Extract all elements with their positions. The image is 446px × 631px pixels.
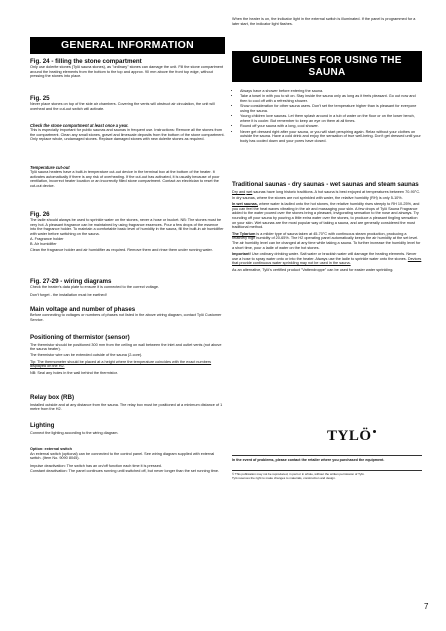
indicator-light-text: When the heater is on, the indicator light in the external switch is illuminated. If the panel is programmed for a later start, the indicator light flashes.: [232, 17, 416, 26]
constant-text: Constant deactivation: The panel continues running until switched off, but never longer than the set running time.: [30, 468, 219, 473]
footer-rule-2: [232, 470, 422, 471]
fig27-text: Check the heater's data plate to ensure it is connected to the correct voltage.: [30, 285, 160, 289]
fig26-item-b: B. Air humidifier: [30, 241, 57, 246]
fig27-earth: Don't forget - the installation must be earthed!: [30, 292, 107, 297]
tylarium-text: The Tylarium is a milder type of sauna taken at 45-70°C with continuous steam production, producing a relatively high humidity of 20-65%. The H2 operating panel automatically keeps the air humidity at the set level. The air humidity level can be changed at any time while taking a sauna. To further increase the humidity level for a short time, pour a ladle of water on the hot stones.: [232, 231, 421, 250]
impulse-text: Impulse deactivation: The switch has an on/off function each time it is pressed.: [30, 464, 162, 469]
dry-sauna-text: In dry saunas, where the stones are not sprinkled with water, the relative humidity (RH) is only 5-10%.: [232, 195, 403, 200]
guideline-item: • Young children love saunas. Let them splash around in a tub of water on the floor or on the lower bench, where it is cooler. But remember to keep an eye on them at all times.: [240, 114, 422, 123]
fig25-text: Never place stones on top of the side air chambers. Covering the vents will obstruct air circulation, the unit will overheat and the cut-out switch will activate.: [30, 102, 215, 111]
guideline-item: • Take a towel in with you to sit on. Stay inside the sauna only as long as it feels pleasant. Go out now and then to cool off with a refreshing shower.: [240, 94, 422, 103]
lighting-section: [30, 422, 225, 435]
cutout-text: Tylö sauna heaters have a built-in temperature cut-out device in the terminal box at the bottom of the heater. It activates automatically if there is any risk of overheating. If the cut-out has activated, it is usually because of poor ventilation, incorrect heater location or an incorrectly filled stone compartment. Contact an electrician to reset the cut-out device.: [30, 170, 220, 189]
general-information-banner: GENERAL INFORMATION: [30, 37, 225, 54]
fig27-section: [30, 278, 225, 297]
main-voltage-text: Before connecting to voltages or numbers of phases not listed in the above wiring diagram, contact Tylö Customer Service.: [30, 313, 222, 322]
fig25-title: Fig. 25: [30, 95, 50, 102]
guidelines-banner: [232, 51, 422, 82]
guideline-item: • Always have a shower before entering the sauna.: [240, 89, 422, 94]
thermistor-title: Positioning of thermistor (sensor): [30, 334, 130, 341]
guideline-item: • Never get dressed right after your sauna, or you will start perspiring again. Relax without your clothes on outside the sauna. Have a cold drink and enjoy the sensation of true well-being. Don't get dressed until your body has cooled down and your pores have closed.: [240, 130, 422, 144]
fig24-section: [30, 58, 225, 79]
lighting-title: Lighting: [30, 422, 55, 429]
fig24-text: Only use dolerite stones (Tylö sauna stones), as "ordinary" stones can damage the unit. Fill the stone compartment around the heating elements from the bottom to the top and approx. 90 mm above the front top edge, without pressing the stones into place.: [30, 65, 224, 79]
footer-contact: [232, 458, 422, 462]
option-section: [30, 447, 225, 474]
footer-rights: Tylö reserves the right to make changes to materials, construction and design.: [232, 475, 336, 480]
fig27-title: Fig. 27-29 - wiring diagrams: [30, 278, 112, 285]
traditional-title: Traditional saunas - dry saunas - wet saunas and steam saunas: [232, 181, 419, 188]
fig26-text: The ladle should always be used to sprinkle water on the stones, never a hose or bucket. NB: The stones must be very hot. A pleasant fragrance can be maintained by using fragrance essences. Pour a few drops of the essence into the fragrance holder. To maintain a comfortable basic level of humidity in the sauna, fill the built-in air humidifier with water before switching on the sauna.: [30, 218, 224, 237]
footer-contact-text: In the event of problems, please contact the retailer where you purchased the equipment.: [232, 458, 385, 462]
thermistor-tip: Tip: The thermometer should be placed at a height where the temperature coincides with the exact numbers displayed on the H2.: [30, 359, 212, 369]
important-text: Important! Use ordinary drinking water. Salt water or brackish water will damage the heating elements. Never use a hose to spray water onto or into the heater. Always use the ladle to sprinkle water onto the stones. Devices that provide continuous water sprinkling may not be used in the sauna.: [232, 251, 422, 266]
fig24-title: Fig. 24 - filling the stone compartment: [30, 58, 142, 65]
main-voltage-section: [30, 306, 225, 322]
tylo-logo: TYLÖ: [327, 428, 376, 445]
fig26-title: Fig. 26: [30, 211, 50, 218]
thermistor-text-1: The thermistor should be positioned 300 mm from the ceiling on wall between the inlet and outlet vents (not above the sauna heater).: [30, 342, 222, 352]
guidelines-banner-line1: GUIDELINES FOR USING THE: [252, 55, 402, 66]
thermistor-text-2: The thermistor wire can be extended outside of the sauna (2-core).: [30, 353, 143, 358]
check-section: [30, 123, 225, 142]
footer-rule: [232, 455, 422, 456]
relay-section: [30, 394, 225, 412]
wet-sauna-text: In wet saunas, where water is ladled onto the hot stones, the relative humidity rises steeply to RH 10-25%, and you can feel the heat waves vibrating in the air and massaging your skin. A few drops of Tylö Sauna Fragrance added to the water poured over the stones bring a pleasant, invigorating sensation to the nose and airways. Try rounding off your sauna by pouring a little extra water over the stones, to produce a pleasant tingling sensation on your skin. Wet saunas are the most popular way of taking a sauna, and are generally considered the most traditional method.: [232, 201, 420, 230]
cutout-section: [30, 165, 225, 189]
check-title: Check the stone compartment at least once a year.: [30, 123, 129, 128]
alternative-text: As an alternative, Tylö's certified product "Vattendroppe" can be used for easier water sprinkling.: [232, 267, 394, 272]
footer-copyright: © This publication may not be reproduced, in part or in whole, without the written permission of Tylö.: [232, 472, 365, 476]
lighting-text: Connect the lighting according to the wiring diagram.: [30, 430, 119, 435]
option-text: An external switch (optional) can be connected to the control panel. See wiring diagram supplied with external switch. (Item No. 9090 8045).: [30, 451, 215, 461]
check-text: This is especially important for public saunas and saunas in frequent use. Instructions: Remove all the stones from the compartment. Clean any small stones, gravel and limescale deposits from the bottom of the stone compartment. Only replace whole, undamaged stones. Replace damaged stones with new dolerite stones as required.: [30, 128, 225, 142]
footer-legal: [232, 473, 422, 481]
cutout-title: Temperature cut-out: [30, 165, 70, 170]
guideline-item: • Show consideration for other sauna users. Don't set the temperature higher than is pleasant for everyone using the sauna.: [240, 104, 422, 113]
page-number: 7: [424, 602, 429, 611]
relay-text: Installed outside and at any distance from the sauna. The relay box must be positioned at a minimum distance of 1 metre from the H2.: [30, 402, 223, 412]
guidelines-banner-line2: SAUNA: [308, 67, 346, 78]
guideline-item: • Round off your sauna with a long, cool shower.: [240, 124, 422, 129]
dry-wet-text: Dry and wet saunas have long historic traditions. A hot sauna is best enjoyed at temperatures between 70-90°C.: [232, 189, 421, 194]
fig25-section: [30, 95, 225, 111]
fig26-section: [30, 211, 225, 252]
relay-title: Relay box (RB): [30, 394, 75, 401]
fig26-item-a: A. Fragrance holder: [30, 236, 64, 241]
thermistor-nb: NB: Seal any holes in the wall behind the thermistor.: [30, 370, 118, 375]
fig26-clean: Clean the fragrance holder and air humidifier as required. Remove them and rinse them under running water.: [30, 247, 213, 252]
option-title: Option: external switch: [30, 447, 72, 451]
thermistor-section: [30, 334, 225, 375]
guidelines-list: [232, 89, 422, 144]
main-voltage-title: Main voltage and number of phases: [30, 306, 136, 313]
traditional-saunas-section: [232, 181, 422, 272]
